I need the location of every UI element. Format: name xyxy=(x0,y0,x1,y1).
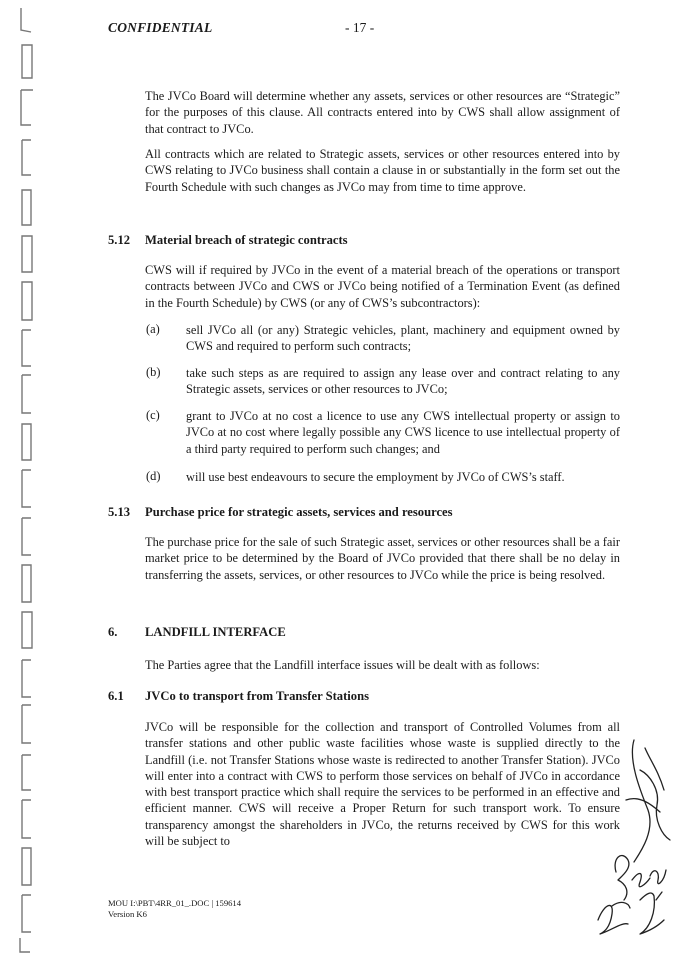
section-heading-6: LANDFILL INTERFACE xyxy=(145,625,286,639)
section-intro-5-12: CWS will if required by JVCo in the event of a material breach of the operations or transport contracts between JVCo and CWS or JVCo being notified of a Termination Event (as defined in the Fourth Schedule) by CWS (or any of CWS’s subcontractors): xyxy=(145,263,620,310)
section-text-6: The Parties agree that the Landfill interface issues will be dealt with as follows: xyxy=(145,658,540,672)
page-number: - 17 - xyxy=(345,20,375,35)
list-item-text-d: will use best endeavours to secure the employment by JVCo of CWS’s staff. xyxy=(186,470,565,484)
section-number-6-1: 6.1 xyxy=(108,689,124,703)
paragraph-strategic-assets: The JVCo Board will determine whether any assets, services or other resources are “Strategic” for the purposes of this clause. All contracts entered into by CWS shall allow assignment of that contract to JVCo. xyxy=(145,89,620,136)
list-item-label-b: (b) xyxy=(146,365,161,379)
paragraph-contracts-clause: All contracts which are related to Strategic assets, services or other resources entered into by CWS relating to JVCo business shall contain a clause in or substantially in the form set out the Fourth Schedule with such changes as JVCo may from time to time approve. xyxy=(145,147,620,194)
footer-document-ref: MOU I:\PBT\4RR_01_.DOC | 159614 xyxy=(108,898,242,908)
section-heading-5-12: Material breach of strategic contracts xyxy=(145,233,348,247)
section-text-6-1: JVCo will be responsible for the collection and transport of Controlled Volumes from all transfer stations and other public waste facilities whose waste is supplied directly to the Landfill (i.e. not Transfer Stations whose waste is redirected to another Transfer Station). JVCo will enter into a contract with CWS to perform those services on behalf of JVCo in accordance with best transport practice which shall require the services to be performed in an effective and efficient manner. CWS will receive a Proper Return for such transport work. To ensure transparency amongst the shareholders in JVCo, the returns received by CWS for this work will be subject to xyxy=(145,720,620,849)
list-item-label-c: (c) xyxy=(146,408,160,422)
section-heading-6-1: JVCo to transport from Transfer Stations xyxy=(145,689,369,703)
confidential-header: CONFIDENTIAL xyxy=(108,20,213,35)
section-number-5-12: 5.12 xyxy=(108,233,131,247)
section-text-5-13: The purchase price for the sale of such Strategic asset, services or other resources shall be a fair market price to be determined by the Board of JVCo provided that there shall be no delay in transferring the assets, services, or other resources to JVCo while the price is being resolved. xyxy=(145,535,620,582)
section-number-5-13: 5.13 xyxy=(108,505,131,519)
list-item-text-a: sell JVCo all (or any) Strategic vehicles, plant, machinery and equipment owned by CWS and required to perform such contracts; xyxy=(186,323,620,354)
section-heading-5-13: Purchase price for strategic assets, services and resources xyxy=(145,505,453,519)
list-item-text-b: take such steps as are required to assign any lease over and contract relating to any Strategic assets, services or other resources to JVCo; xyxy=(186,366,620,397)
section-number-6: 6. xyxy=(108,625,118,639)
list-item-label-a: (a) xyxy=(146,322,160,336)
footer-version: Version K6 xyxy=(108,909,147,919)
list-item-text-c: grant to JVCo at no cost a licence to use any CWS intellectual property or assign to JVCo at no cost where legally possible any CWS licence to use intellectual property of a third party required to perform such changes; and xyxy=(186,409,620,456)
list-item-label-d: (d) xyxy=(146,469,161,483)
